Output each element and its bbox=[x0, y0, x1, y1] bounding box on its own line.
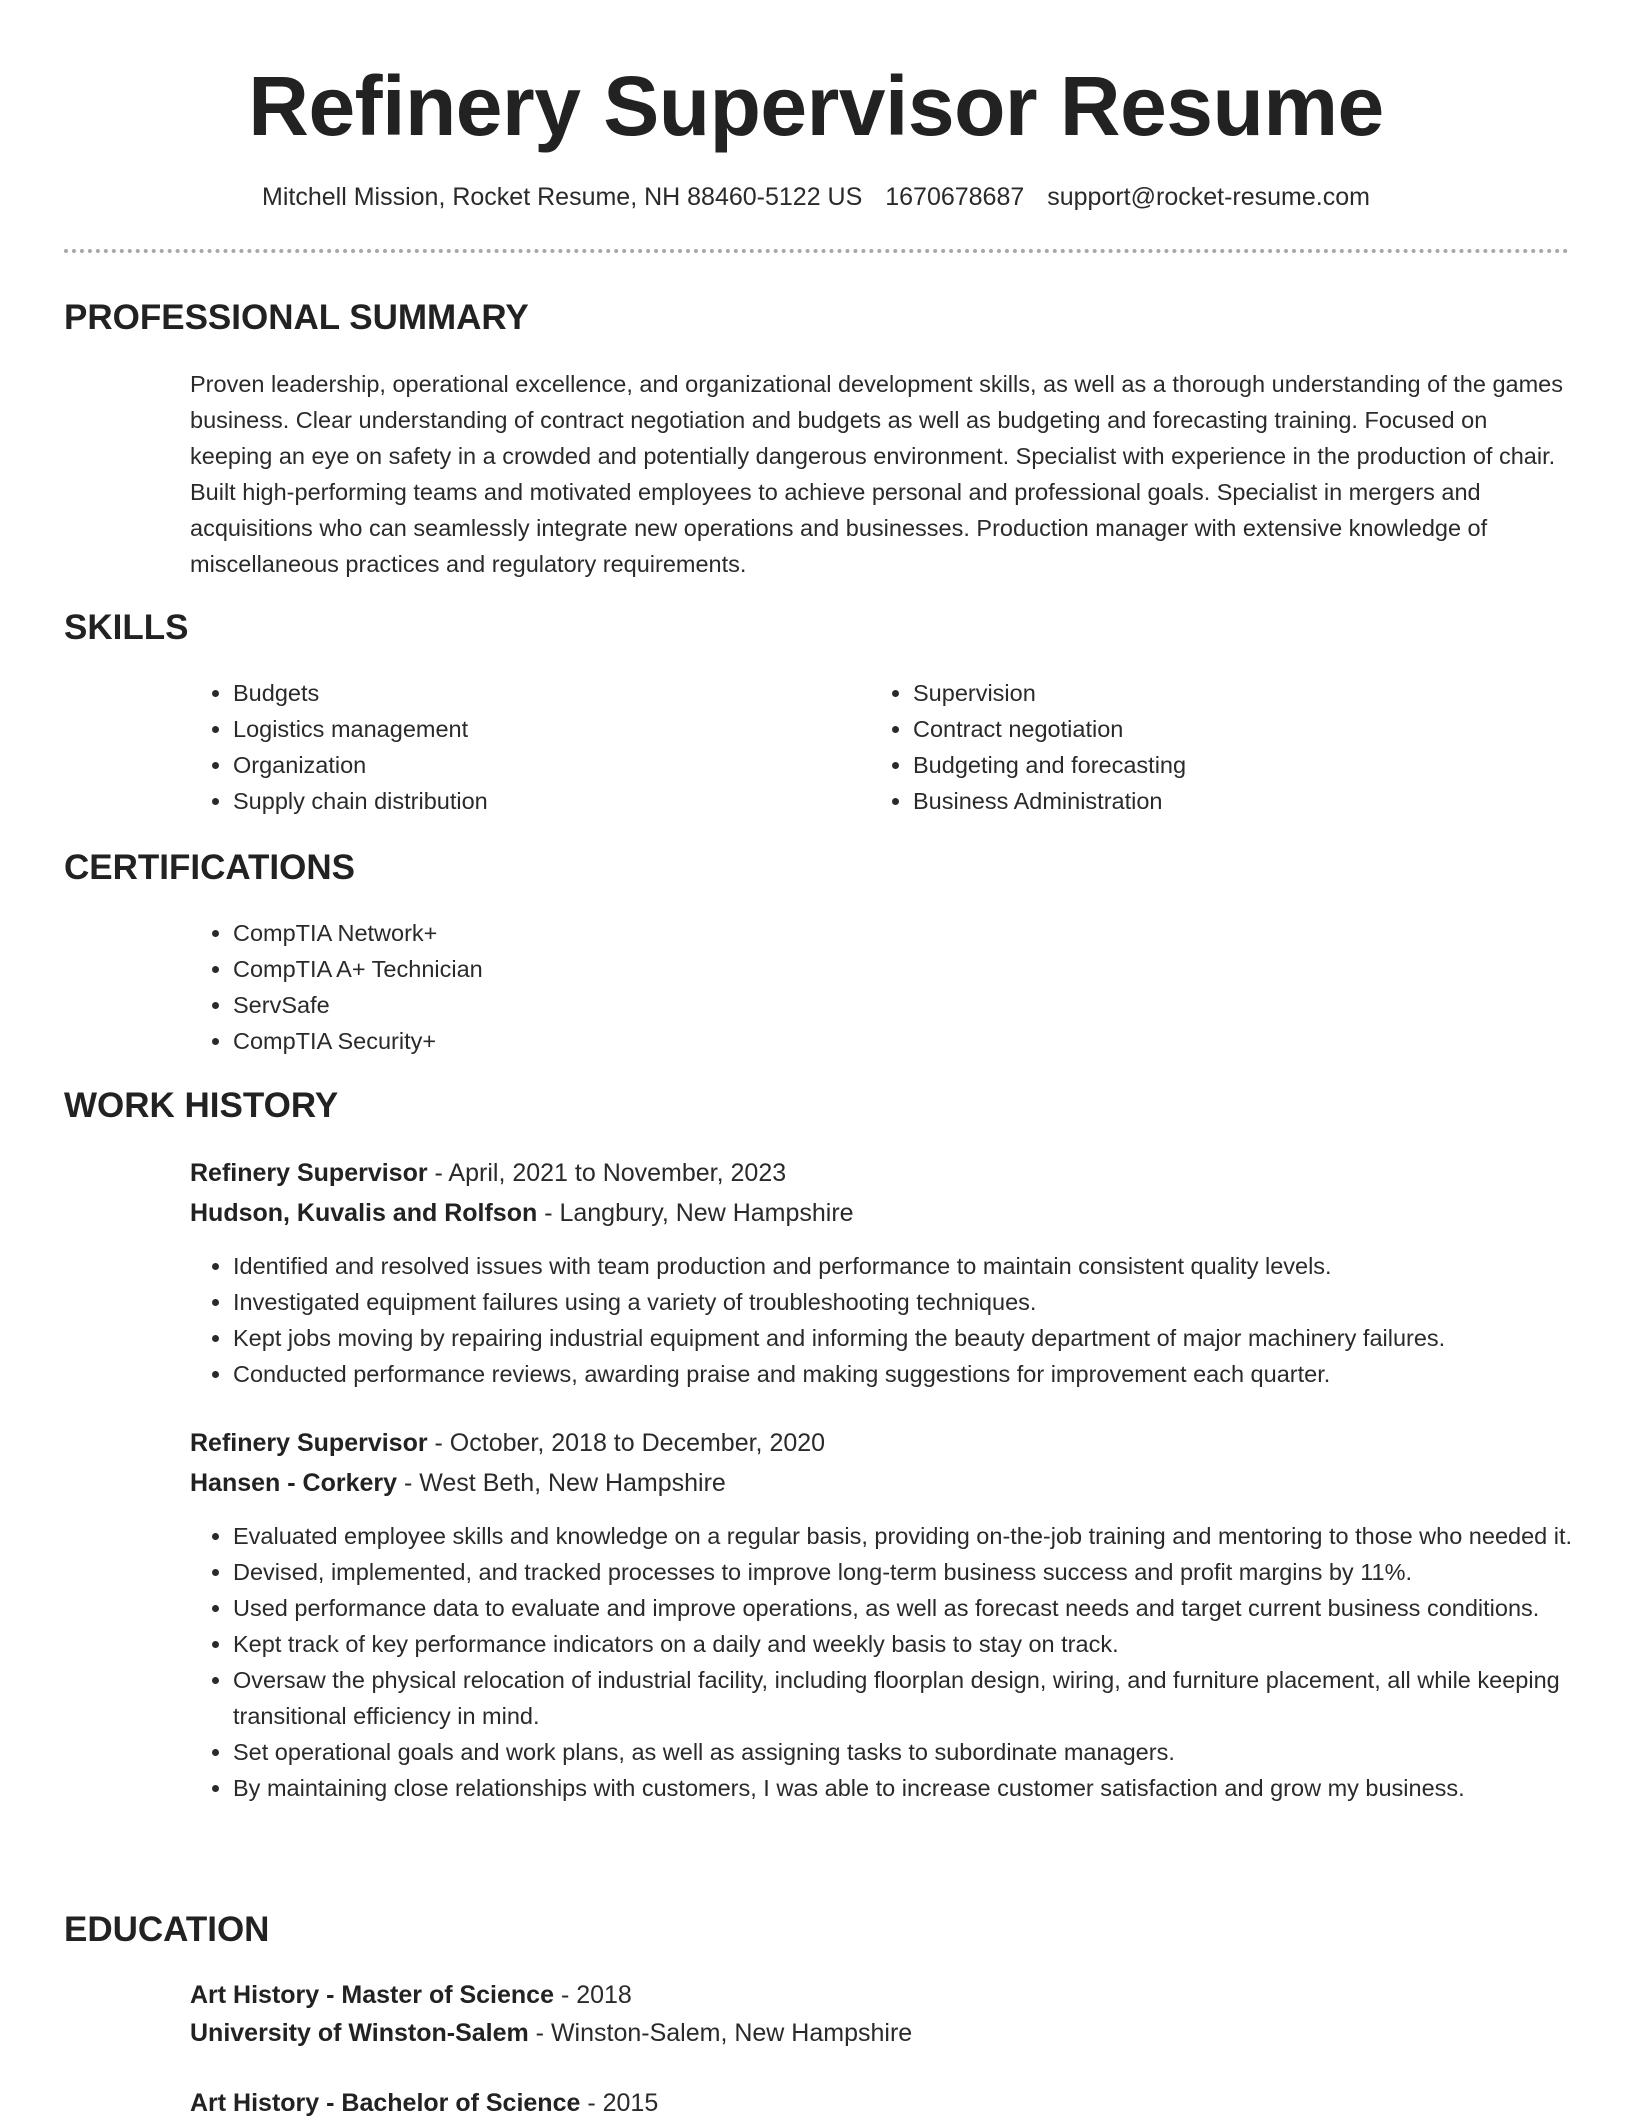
skills-list-right bbox=[870, 675, 1186, 819]
job-title: Refinery Supervisor bbox=[190, 1159, 428, 1187]
education-location: - Winston-Salem, New Hampshire bbox=[528, 2019, 913, 2047]
job-bullet: • Used performance data to evaluate and improve operations, as well as forecast needs and target current business conditions. bbox=[233, 1590, 1603, 1626]
job-company-line bbox=[190, 1465, 726, 1501]
job-bullet: • Conducted performance reviews, awarding praise and making suggestions for improvement each quarter. bbox=[233, 1356, 1603, 1392]
skill-item: • Logistics management bbox=[233, 711, 488, 747]
summary-text: Proven leadership, operational excellence, and organizational development skills, as well as a thorough understanding of the games business. Clear understanding of contract negotiation and budgets as well as budgeting and forecasting training. Focused on keeping an eye on safety in a crowded and potentially dangerous environment. Specialist with experience in the production of chair. Built high-performing teams and motivated employees to achieve personal and professional goals. Specialist in mergers and acquisitions who can seamlessly integrate new operations and businesses. Production manager with extensive knowledge of miscellaneous practices and regulatory requirements. bbox=[190, 371, 1563, 577]
job-bullet: • Identified and resolved issues with team production and performance to maintain consistent quality levels. bbox=[233, 1248, 1603, 1284]
job-bullet: • Set operational goals and work plans, as well as assigning tasks to subordinate managers. bbox=[233, 1734, 1603, 1770]
contact-line bbox=[0, 183, 1632, 212]
job-location: - Langbury, New Hampshire bbox=[537, 1199, 854, 1227]
education-school: University of Winston-Salem bbox=[190, 2019, 529, 2047]
job-bullet: • Kept jobs moving by repairing industrial equipment and informing the beauty department of major machinery failures. bbox=[233, 1320, 1603, 1356]
education-degree: Art History - Bachelor of Science bbox=[190, 2089, 581, 2117]
certifications-list bbox=[190, 915, 483, 1059]
job-company: Hansen - Corkery bbox=[190, 1469, 398, 1497]
summary-heading: PROFESSIONAL SUMMARY bbox=[64, 298, 529, 337]
education-degree: Art History - Master of Science bbox=[190, 1981, 554, 2009]
certification-item: • ServSafe bbox=[233, 987, 483, 1023]
job-bullets bbox=[190, 1518, 1603, 1806]
education-year: - 2015 bbox=[580, 2089, 659, 2117]
job-company: Hudson, Kuvalis and Rolfson bbox=[190, 1199, 538, 1227]
certification-item: • CompTIA Security+ bbox=[233, 1023, 483, 1059]
skill-item: • Supervision bbox=[913, 675, 1186, 711]
contact-phone: 1670678687 bbox=[885, 183, 1025, 211]
job-company-line bbox=[190, 1195, 854, 1231]
job-bullet: • Oversaw the physical relocation of industrial facility, including floorplan design, wiring, and furniture placement, all while keeping transitional efficiency in mind. bbox=[233, 1662, 1603, 1734]
skill-item: • Budgets bbox=[233, 675, 488, 711]
skill-item: • Budgeting and forecasting bbox=[913, 747, 1186, 783]
education-school-line bbox=[190, 2015, 912, 2051]
certifications-heading: CERTIFICATIONS bbox=[64, 848, 356, 887]
skill-item: • Business Administration bbox=[913, 783, 1186, 819]
skills-list-left bbox=[190, 675, 488, 819]
education-degree-line bbox=[190, 2085, 658, 2121]
contact-address: Mitchell Mission, Rocket Resume, NH 88460-5122 US bbox=[262, 183, 863, 211]
certification-item: • CompTIA A+ Technician bbox=[233, 951, 483, 987]
job-bullet: • Kept track of key performance indicators on a daily and weekly basis to stay on track. bbox=[233, 1626, 1603, 1662]
skill-item: • Organization bbox=[233, 747, 488, 783]
skills-heading: SKILLS bbox=[64, 608, 189, 647]
job-bullets bbox=[190, 1248, 1603, 1392]
education-heading: EDUCATION bbox=[64, 1910, 270, 1949]
job-dates: - October, 2018 to December, 2020 bbox=[427, 1429, 826, 1457]
education-degree-line bbox=[190, 1977, 632, 2013]
skill-item: • Contract negotiation bbox=[913, 711, 1186, 747]
header-divider bbox=[64, 249, 1569, 253]
job-bullet: • Devised, implemented, and tracked processes to improve long-term business success and profit margins by 11%. bbox=[233, 1554, 1603, 1590]
job-dates: - April, 2021 to November, 2023 bbox=[427, 1159, 787, 1187]
skill-item: • Supply chain distribution bbox=[233, 783, 488, 819]
certification-item: • CompTIA Network+ bbox=[233, 915, 483, 951]
education-year: - 2018 bbox=[554, 1981, 632, 2009]
job-location: - West Beth, New Hampshire bbox=[397, 1469, 726, 1497]
job-title-line bbox=[190, 1425, 825, 1461]
work-history-heading: WORK HISTORY bbox=[64, 1086, 339, 1125]
job-bullet: • By maintaining close relationships with customers, I was able to increase customer satisfaction and grow my business. bbox=[233, 1770, 1603, 1806]
resume-title: Refinery Supervisor Resume bbox=[248, 59, 1384, 153]
contact-email: support@rocket-resume.com bbox=[1047, 183, 1370, 211]
job-bullet: • Evaluated employee skills and knowledge on a regular basis, providing on-the-job training and mentoring to those who needed it. bbox=[233, 1518, 1603, 1554]
job-title: Refinery Supervisor bbox=[190, 1429, 428, 1457]
job-bullet: • Investigated equipment failures using a variety of troubleshooting techniques. bbox=[233, 1284, 1603, 1320]
job-title-line bbox=[190, 1155, 786, 1191]
